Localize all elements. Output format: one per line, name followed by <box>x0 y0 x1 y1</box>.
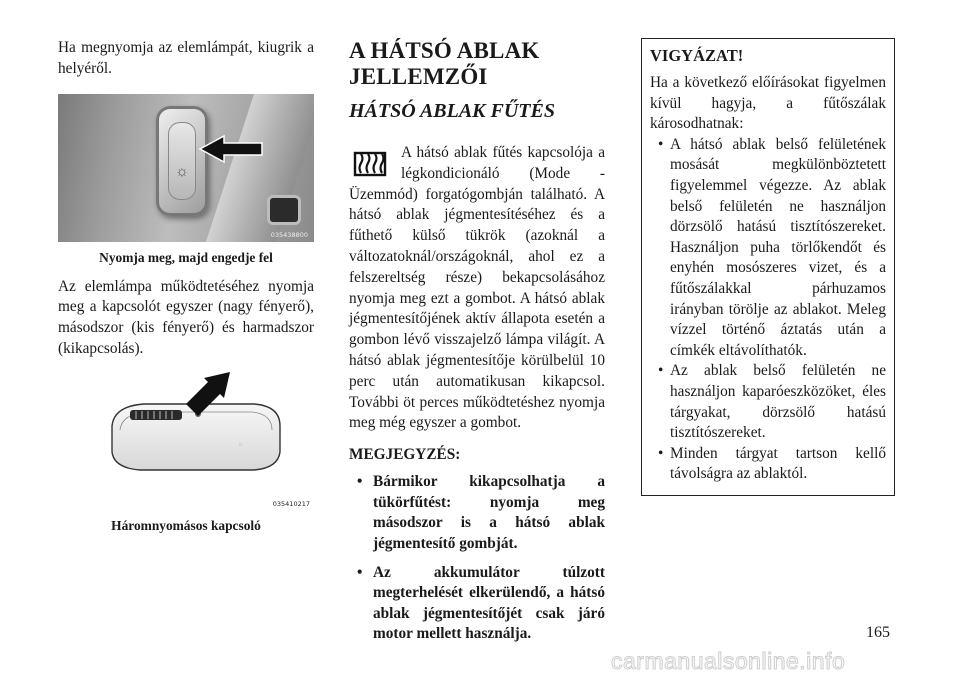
svg-text:◦: ◦ <box>238 440 244 451</box>
figure-caption: Háromnyomásos kapcsoló <box>111 517 261 533</box>
body-paragraph: Az elemlámpa működtetéséhez nyomja meg a kapcsolót egyszer (nagy fényerő), másodszor (kis fényerő) és harmadszor (kikapcsolás). <box>58 277 314 357</box>
note-item: • Bármikor kikapcsolhatja a tükörfűtést: nyomja meg másodszor is a hátsó ablak jégmentesítő gombját. <box>349 472 605 554</box>
warning-intro: Ha a következő előírásokat figyelmen kívül hagyja, a fűtőszálak károsodhatnak: <box>650 74 886 133</box>
note-title: MEGJEGYZÉS: <box>349 446 461 464</box>
warning-list <box>650 135 886 485</box>
lamp-switch-photo <box>58 94 314 242</box>
lamp-illustration <box>58 360 314 512</box>
warning-item: • Minden tárgyat tartson kellő távolságra az ablaktól. <box>650 444 886 485</box>
arrow-left-icon <box>198 134 264 164</box>
subsection-title: HÁTSÓ ABLAK FŰTÉS <box>349 100 555 122</box>
defrost-description: A hátsó ablak fűtés kapcsolója a légkondicionáló (Mode - Üzemmód) forgatógombján található. A hátsó ablak jégmentesítéséhez és a fűthető külső tükrök (azoknál a változatoknál/országoknál, ahol ez a felszereltség része) bekapcsolásához nyomja meg ezt a gombot. A hátsó ablak jégmentesítőjének aktív állapota esetén a gombon lévő visszajelző lámpa világít. A hátsó ablak jégmentesítője körülbelül 10 perc után automatikusan kikapcsol. További öt perces működtetéshez nyomja meg még egyszer a gombot. <box>349 144 605 432</box>
intro-text: Ha megnyomja az elemlámpát, kiugrik a helyéről. <box>58 39 314 77</box>
watermark: carmanualsonline.info <box>611 648 846 674</box>
small-button <box>270 198 298 222</box>
warning-item: • Az ablak belső felületén ne használjon kaparóeszközöket, éles tárgyakat, dörzsölő hatású tisztítószereket. <box>650 361 886 443</box>
warning-box <box>641 38 895 496</box>
warning-title: VIGYÁZAT! <box>650 46 744 65</box>
defrost-block <box>349 143 605 434</box>
figure-code: 035438800 <box>270 230 308 239</box>
note-list <box>349 472 605 645</box>
flashlight-switch <box>168 122 196 200</box>
rear-defrost-icon <box>351 151 389 181</box>
column-right <box>641 38 895 496</box>
section-title: A HÁTSÓ ABLAK JELLEMZŐI <box>349 38 540 89</box>
note-item: • Az akkumulátor túlzott megterhelését elkerülendő, a hátsó ablak jégmentesítőjét csak járó motor mellett használja. <box>349 563 605 645</box>
overhead-lamp-drawing <box>58 360 314 512</box>
figure-caption: Nyomja meg, majd engedje fel <box>99 249 273 265</box>
figure-code: 035410217 <box>272 499 310 508</box>
page-number: 165 <box>866 624 890 641</box>
warning-item: • A hátsó ablak belső felületének mosását megkülönböztetett figyelemmel végezze. Az ablak belső felületén ne használjon dörzsölő hatású tisztítószereket. Használjon puha törlőkendőt és enyhén mosószeres vizet, és a fűtőszálakkal párhuzamos irányban törölje az ablakot. Meleg vízzel történő áztatás után a címkék eltávolíthatók. <box>650 135 886 362</box>
column-left <box>58 38 314 534</box>
flashlight-icon: ☼ <box>175 163 189 180</box>
column-middle <box>349 38 605 653</box>
